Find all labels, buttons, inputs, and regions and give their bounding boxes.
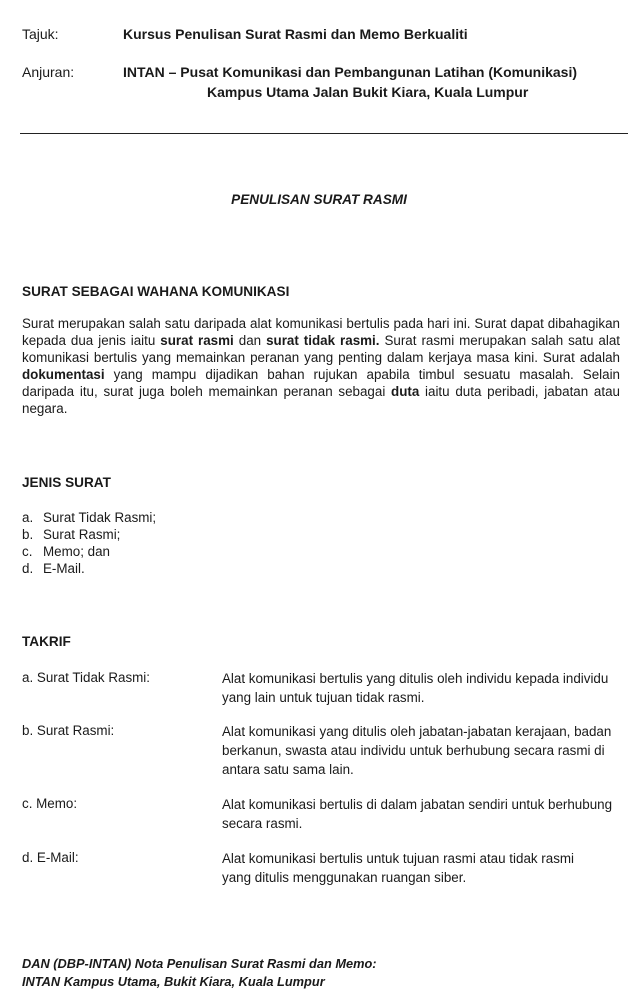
list-item — [22, 543, 156, 560]
definition-text-email: Alat komunikasi bertulis untuk tujuan rasmi atau tidak rasmi yang ditulis menggunakan ruangan siber. — [222, 851, 575, 885]
definition-term-email: d. E-Mail: — [22, 850, 79, 865]
section-heading-jenis-surat: JENIS SURAT — [22, 475, 111, 490]
footer-line-1: DAN (DBP-INTAN) Nota Penulisan Surat Rasmi dan Memo: — [22, 956, 377, 971]
anjuran-value-line2: Kampus Utama Jalan Bukit Kiara, Kuala Lumpur — [207, 84, 529, 100]
para-text-5: iaitu duta peribadi, jabatan atau negara. — [22, 384, 620, 416]
document-title: PENULISAN SURAT RASMI — [231, 192, 407, 207]
list-item-text: Surat Tidak Rasmi; — [43, 510, 157, 525]
list-item — [22, 560, 156, 577]
definition-term-memo: c. Memo: — [22, 796, 78, 811]
list-item-marker: d. — [22, 561, 34, 576]
jenis-surat-list — [22, 509, 156, 577]
anjuran-label: Anjuran: — [22, 64, 75, 80]
intro-paragraph — [22, 315, 620, 417]
definition-term-surat-rasmi: b. Surat Rasmi: — [22, 723, 115, 738]
para-text-3: Surat rasmi merupakan salah satu alat komunikasi bertulis yang memainkan peranan yang penting dalam kerjaya masa kini. Surat adalah — [22, 333, 620, 365]
footer-line-2: INTAN Kampus Utama, Bukit Kiara, Kuala Lumpur — [22, 974, 325, 989]
source-footer — [22, 955, 377, 991]
definition-text-memo: Alat komunikasi bertulis di dalam jabatan sendiri untuk berhubung secara rasmi. — [222, 797, 613, 831]
list-item-marker: b. — [22, 527, 34, 542]
para-text-2: dan — [233, 333, 267, 348]
section-heading-wahana: SURAT SEBAGAI WAHANA KOMUNIKASI — [22, 284, 290, 299]
section-heading-takrif: TAKRIF — [22, 634, 71, 649]
para-bold-duta: duta — [391, 384, 420, 399]
para-bold-dokumentasi: dokumentasi — [22, 367, 105, 382]
list-item-text: Memo; dan — [43, 544, 110, 559]
list-item — [22, 526, 156, 543]
para-text-1: Surat merupakan salah satu daripada alat komunikasi bertulis pada hari ini. Surat dapat dibahagikan kepada dua jenis iaitu — [22, 316, 620, 348]
definition-term-surat-tidak-rasmi: a. Surat Tidak Rasmi: — [22, 670, 151, 685]
para-text-4: yang mampu dijadikan bahan rujukan apabila timbul sesuatu masalah. Selain daripada itu, surat juga boleh memainkan peranan sebagai — [22, 367, 620, 399]
definition-text-surat-tidak-rasmi: Alat komunikasi bertulis yang ditulis oleh individu kepada individu yang lain untuk tujuan tidak rasmi. — [222, 671, 609, 705]
anjuran-value-line1: INTAN – Pusat Komunikasi dan Pembangunan Latihan (Komunikasi) — [123, 64, 578, 80]
para-bold-surat-tidak-rasmi: surat tidak rasmi. — [266, 333, 380, 348]
list-item-marker: c. — [22, 544, 33, 559]
tajuk-label: Tajuk: — [22, 26, 59, 42]
list-item — [22, 509, 156, 526]
list-item-text: Surat Rasmi; — [43, 527, 121, 542]
para-bold-surat-rasmi: surat rasmi — [160, 333, 234, 348]
tajuk-value: Kursus Penulisan Surat Rasmi dan Memo Berkualiti — [123, 26, 468, 42]
list-item-text: E-Mail. — [43, 561, 85, 576]
list-item-marker: a. — [22, 510, 34, 525]
header-divider — [20, 133, 628, 134]
definition-text-surat-rasmi: Alat komunikasi yang ditulis oleh jabatan-jabatan kerajaan, badan berkanun, swasta atau individu untuk berhubung secara rasmi di antara satu sama lain. — [222, 724, 612, 777]
